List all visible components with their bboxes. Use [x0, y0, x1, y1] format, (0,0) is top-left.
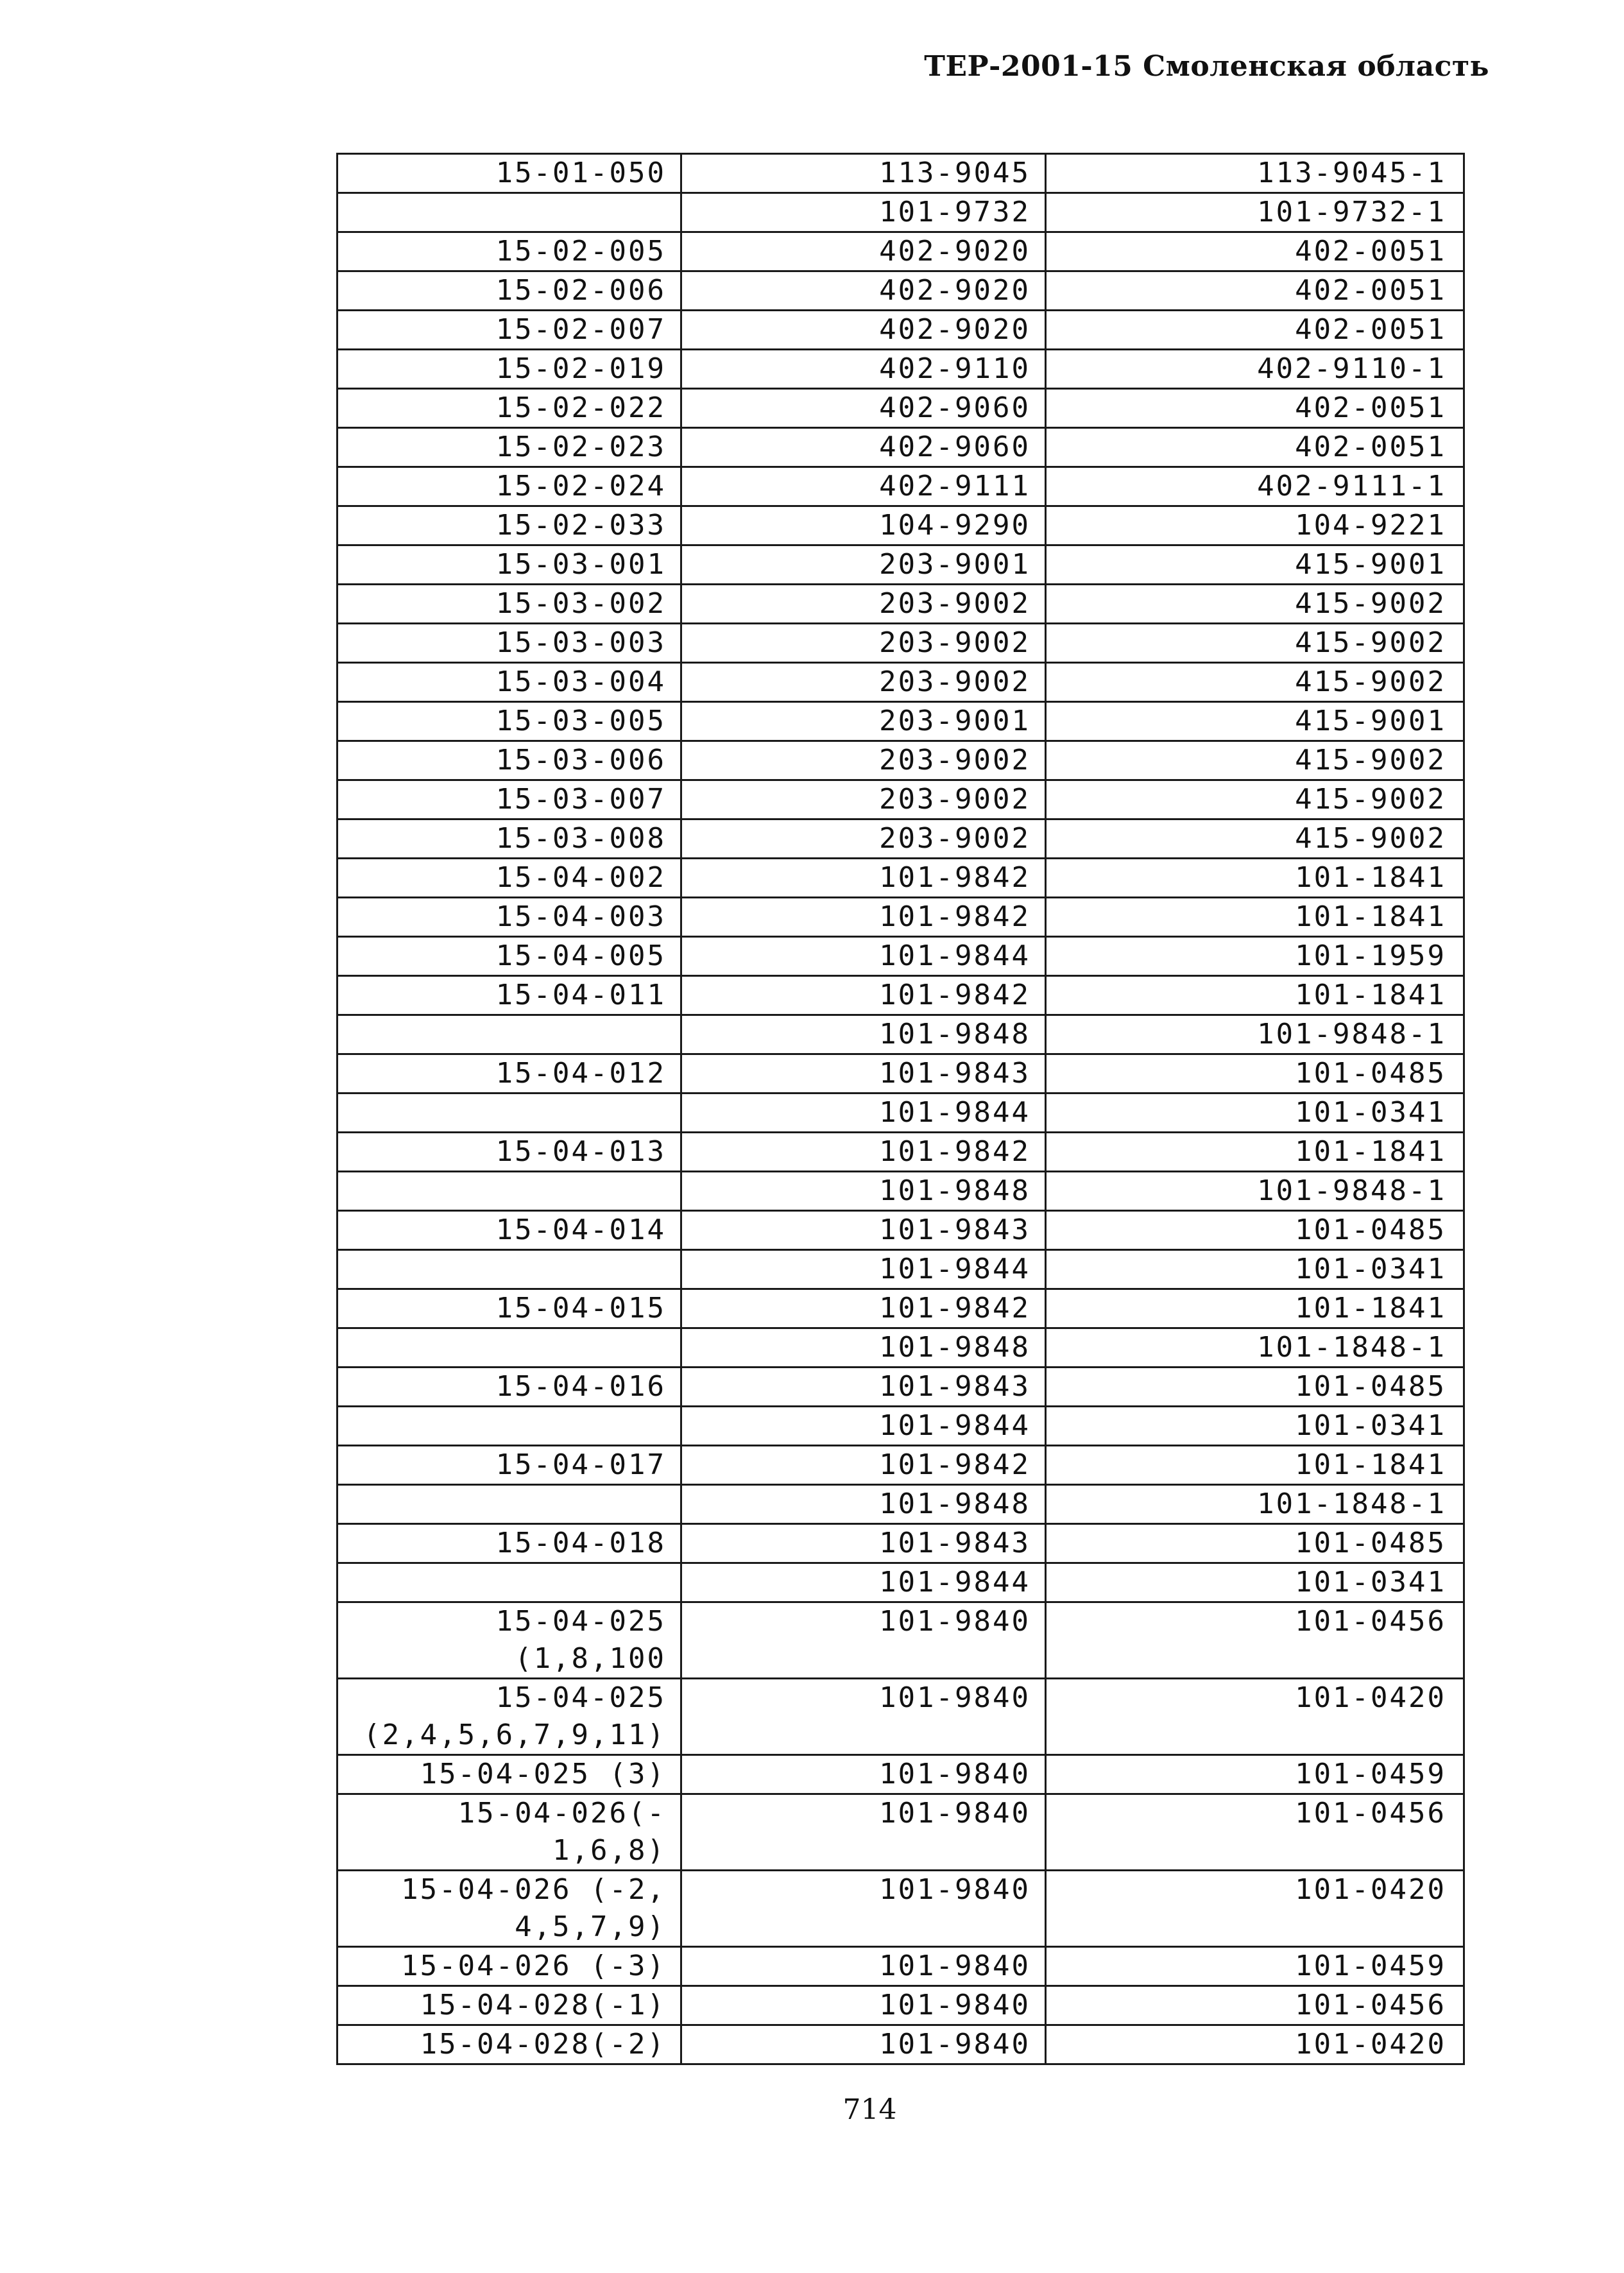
cell-rate-code: 15-03-002: [338, 585, 681, 624]
cell-target-code: 101-1959: [1046, 937, 1464, 976]
cell-source-code: 101-9843: [681, 1524, 1046, 1563]
cell-target-code: 402-0051: [1046, 428, 1464, 467]
cell-rate-code: 15-04-018: [338, 1524, 681, 1563]
cell-target-code: 113-9045-1: [1046, 154, 1464, 193]
cell-source-code: 203-9002: [681, 819, 1046, 859]
table-row: [338, 232, 1464, 271]
cell-rate-code: [338, 193, 681, 232]
cell-source-code: 402-9110: [681, 350, 1046, 389]
cell-rate-code: 15-04-026 (-2, 4,5,7,9): [338, 1871, 681, 1947]
cell-rate-code: 15-04-011: [338, 976, 681, 1015]
codes-table-container: [336, 153, 1463, 2065]
cell-rate-code: 15-03-006: [338, 741, 681, 780]
table-row: [338, 467, 1464, 506]
cell-source-code: 402-9111: [681, 467, 1046, 506]
table-row: [338, 1054, 1464, 1094]
cell-rate-code: 15-04-026 (-3): [338, 1947, 681, 1986]
table-row: [338, 1289, 1464, 1328]
cell-target-code: 101-0456: [1046, 1794, 1464, 1871]
cell-source-code: 101-9840: [681, 1679, 1046, 1755]
cell-source-code: 101-9848: [681, 1015, 1046, 1054]
table-row: [338, 1794, 1464, 1871]
cell-source-code: 203-9002: [681, 741, 1046, 780]
table-row: [338, 898, 1464, 937]
cell-source-code: 101-9840: [681, 1947, 1046, 1986]
cell-rate-code: [338, 1015, 681, 1054]
cell-source-code: 101-9843: [681, 1368, 1046, 1407]
cell-source-code: 203-9002: [681, 780, 1046, 819]
cell-source-code: 101-9842: [681, 976, 1046, 1015]
cell-rate-code: 15-02-024: [338, 467, 681, 506]
table-row: [338, 1679, 1464, 1755]
cell-target-code: 101-0485: [1046, 1211, 1464, 1250]
table-row: [338, 1524, 1464, 1563]
cell-target-code: 101-1841: [1046, 898, 1464, 937]
cell-target-code: 101-0341: [1046, 1563, 1464, 1602]
cell-target-code: 101-1841: [1046, 1133, 1464, 1172]
cell-source-code: 402-9020: [681, 232, 1046, 271]
cell-target-code: 402-0051: [1046, 389, 1464, 428]
cell-source-code: 203-9002: [681, 624, 1046, 663]
cell-target-code: 101-1841: [1046, 859, 1464, 898]
cell-rate-code: 15-04-013: [338, 1133, 681, 1172]
cell-rate-code: 15-04-025 (3): [338, 1755, 681, 1794]
cell-target-code: 101-0341: [1046, 1094, 1464, 1133]
cell-rate-code: 15-04-005: [338, 937, 681, 976]
cell-target-code: 101-9732-1: [1046, 193, 1464, 232]
cell-rate-code: [338, 1172, 681, 1211]
cell-target-code: 101-0456: [1046, 1602, 1464, 1679]
cell-source-code: 101-9842: [681, 898, 1046, 937]
cell-target-code: 101-0456: [1046, 1986, 1464, 2025]
cell-target-code: 415-9002: [1046, 663, 1464, 702]
cell-source-code: 402-9020: [681, 271, 1046, 311]
table-row: [338, 271, 1464, 311]
table-row: [338, 350, 1464, 389]
table-row: [338, 1947, 1464, 1986]
cell-target-code: 415-9002: [1046, 624, 1464, 663]
cell-source-code: 101-9844: [681, 1094, 1046, 1133]
cell-rate-code: 15-04-028(-1): [338, 1986, 681, 2025]
table-row: [338, 1172, 1464, 1211]
cell-rate-code: 15-02-007: [338, 311, 681, 350]
page-header-title: ТЕР-2001-15 Смоленская область: [924, 50, 1489, 83]
cell-rate-code: 15-04-025 (1,8,100: [338, 1602, 681, 1679]
cell-rate-code: [338, 1563, 681, 1602]
cell-rate-code: 15-04-028(-2): [338, 2025, 681, 2064]
table-row: [338, 506, 1464, 545]
cell-target-code: 402-0051: [1046, 311, 1464, 350]
cell-rate-code: 15-02-006: [338, 271, 681, 311]
table-row: [338, 663, 1464, 702]
table-row: [338, 1446, 1464, 1485]
table-row: [338, 1133, 1464, 1172]
cell-source-code: 101-9842: [681, 1133, 1046, 1172]
codes-table: [336, 153, 1465, 2065]
cell-source-code: 101-9844: [681, 1250, 1046, 1289]
cell-rate-code: 15-04-017: [338, 1446, 681, 1485]
cell-rate-code: 15-04-025 (2,4,5,6,7,9,11): [338, 1679, 681, 1755]
cell-target-code: 101-9848-1: [1046, 1172, 1464, 1211]
cell-rate-code: 15-03-008: [338, 819, 681, 859]
cell-rate-code: [338, 1328, 681, 1368]
cell-rate-code: 15-02-033: [338, 506, 681, 545]
cell-source-code: 101-9848: [681, 1172, 1046, 1211]
cell-source-code: 203-9002: [681, 663, 1046, 702]
cell-target-code: 101-9848-1: [1046, 1015, 1464, 1054]
cell-target-code: 402-9110-1: [1046, 350, 1464, 389]
cell-rate-code: 15-04-014: [338, 1211, 681, 1250]
table-row: [338, 702, 1464, 741]
cell-target-code: 101-0420: [1046, 1679, 1464, 1755]
table-row: [338, 1368, 1464, 1407]
cell-target-code: 101-0420: [1046, 1871, 1464, 1947]
cell-rate-code: 15-04-003: [338, 898, 681, 937]
cell-target-code: 101-0459: [1046, 1755, 1464, 1794]
cell-target-code: 101-0341: [1046, 1407, 1464, 1446]
table-row: [338, 193, 1464, 232]
table-row: [338, 976, 1464, 1015]
cell-target-code: 415-9002: [1046, 741, 1464, 780]
table-row: [338, 1328, 1464, 1368]
cell-rate-code: 15-02-023: [338, 428, 681, 467]
cell-source-code: 101-9840: [681, 1755, 1046, 1794]
cell-source-code: 101-9844: [681, 1563, 1046, 1602]
table-row: [338, 585, 1464, 624]
cell-rate-code: 15-01-050: [338, 154, 681, 193]
cell-rate-code: 15-04-012: [338, 1054, 681, 1094]
cell-rate-code: 15-03-005: [338, 702, 681, 741]
table-row: [338, 624, 1464, 663]
cell-source-code: 101-9840: [681, 1794, 1046, 1871]
cell-target-code: 101-0485: [1046, 1054, 1464, 1094]
table-row: [338, 1986, 1464, 2025]
cell-source-code: 101-9732: [681, 193, 1046, 232]
cell-target-code: 104-9221: [1046, 506, 1464, 545]
cell-rate-code: [338, 1250, 681, 1289]
cell-source-code: 113-9045: [681, 154, 1046, 193]
cell-rate-code: [338, 1094, 681, 1133]
table-row: [338, 1250, 1464, 1289]
cell-rate-code: 15-02-019: [338, 350, 681, 389]
table-row: [338, 1755, 1464, 1794]
table-row: [338, 859, 1464, 898]
cell-source-code: 402-9020: [681, 311, 1046, 350]
cell-rate-code: 15-03-007: [338, 780, 681, 819]
cell-target-code: 101-0485: [1046, 1524, 1464, 1563]
cell-source-code: 101-9840: [681, 1602, 1046, 1679]
table-row: [338, 1094, 1464, 1133]
cell-rate-code: 15-02-005: [338, 232, 681, 271]
cell-rate-code: [338, 1485, 681, 1524]
cell-rate-code: 15-04-016: [338, 1368, 681, 1407]
cell-target-code: 101-1841: [1046, 976, 1464, 1015]
cell-target-code: 415-9002: [1046, 819, 1464, 859]
table-row: [338, 1211, 1464, 1250]
cell-target-code: 415-9001: [1046, 545, 1464, 585]
cell-target-code: 415-9002: [1046, 780, 1464, 819]
table-row: [338, 819, 1464, 859]
cell-target-code: 402-0051: [1046, 271, 1464, 311]
cell-target-code: 101-1848-1: [1046, 1328, 1464, 1368]
table-row: [338, 1407, 1464, 1446]
table-row: [338, 741, 1464, 780]
cell-source-code: 101-9843: [681, 1054, 1046, 1094]
cell-source-code: 104-9290: [681, 506, 1046, 545]
table-row: [338, 780, 1464, 819]
cell-target-code: 402-0051: [1046, 232, 1464, 271]
cell-rate-code: 15-04-002: [338, 859, 681, 898]
table-row: [338, 1602, 1464, 1679]
cell-source-code: 101-9842: [681, 859, 1046, 898]
cell-target-code: 415-9001: [1046, 702, 1464, 741]
cell-source-code: 101-9848: [681, 1485, 1046, 1524]
cell-target-code: 101-0341: [1046, 1250, 1464, 1289]
cell-target-code: 101-0485: [1046, 1368, 1464, 1407]
cell-target-code: 101-1841: [1046, 1446, 1464, 1485]
table-row: [338, 545, 1464, 585]
cell-rate-code: 15-03-004: [338, 663, 681, 702]
cell-target-code: 101-1841: [1046, 1289, 1464, 1328]
cell-source-code: 101-9842: [681, 1289, 1046, 1328]
table-row: [338, 1563, 1464, 1602]
cell-target-code: 101-1848-1: [1046, 1485, 1464, 1524]
cell-source-code: 101-9842: [681, 1446, 1046, 1485]
table-row: [338, 389, 1464, 428]
cell-rate-code: 15-04-026(- 1,6,8): [338, 1794, 681, 1871]
cell-source-code: 203-9001: [681, 545, 1046, 585]
table-row: [338, 1871, 1464, 1947]
cell-target-code: 101-0459: [1046, 1947, 1464, 1986]
cell-rate-code: 15-04-015: [338, 1289, 681, 1328]
cell-source-code: 203-9002: [681, 585, 1046, 624]
cell-source-code: 101-9844: [681, 937, 1046, 976]
table-row: [338, 428, 1464, 467]
cell-source-code: 402-9060: [681, 389, 1046, 428]
table-row: [338, 154, 1464, 193]
cell-source-code: 101-9844: [681, 1407, 1046, 1446]
cell-target-code: 402-9111-1: [1046, 467, 1464, 506]
table-row: [338, 2025, 1464, 2064]
page-number: 714: [842, 2093, 897, 2126]
table-row: [338, 1485, 1464, 1524]
cell-target-code: 101-0420: [1046, 2025, 1464, 2064]
cell-target-code: 415-9002: [1046, 585, 1464, 624]
cell-source-code: 101-9840: [681, 2025, 1046, 2064]
table-row: [338, 311, 1464, 350]
cell-rate-code: 15-03-003: [338, 624, 681, 663]
cell-rate-code: 15-02-022: [338, 389, 681, 428]
cell-source-code: 101-9848: [681, 1328, 1046, 1368]
cell-source-code: 402-9060: [681, 428, 1046, 467]
cell-source-code: 101-9843: [681, 1211, 1046, 1250]
cell-rate-code: [338, 1407, 681, 1446]
cell-source-code: 101-9840: [681, 1871, 1046, 1947]
cell-rate-code: 15-03-001: [338, 545, 681, 585]
cell-source-code: 203-9001: [681, 702, 1046, 741]
codes-table-body: [338, 154, 1464, 2064]
cell-source-code: 101-9840: [681, 1986, 1046, 2025]
table-row: [338, 1015, 1464, 1054]
table-row: [338, 937, 1464, 976]
